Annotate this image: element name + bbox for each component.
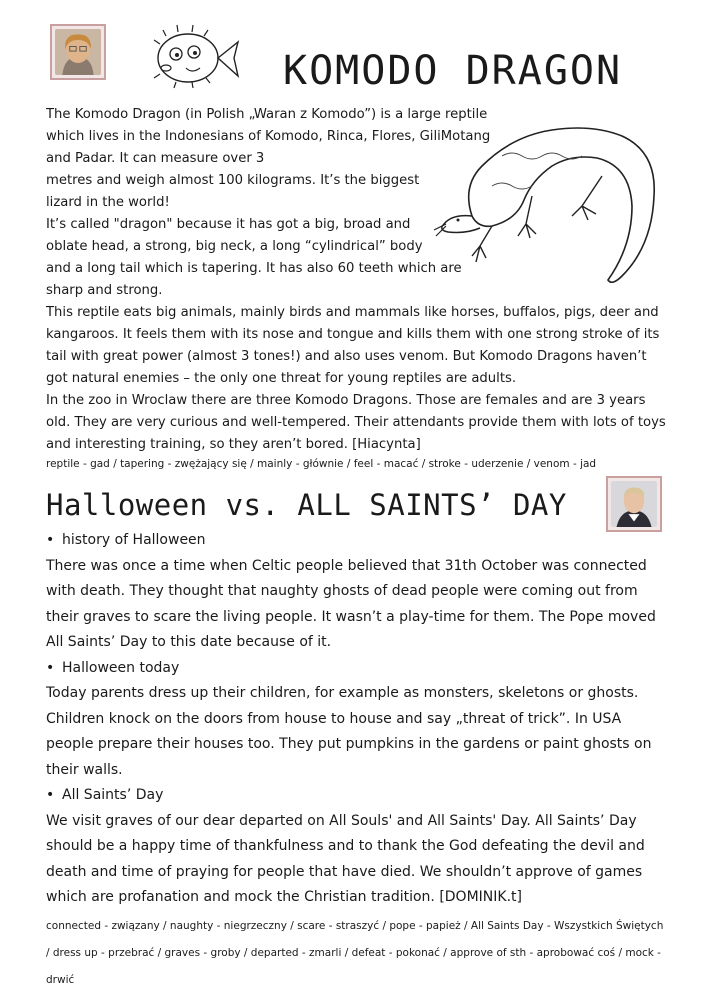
bullet-all-saints-day: • All Saints’ Day <box>46 783 676 809</box>
komodo-paragraph-zoo: In the zoo in Wroclaw there are three Komodo Dragons. Those are females and are 3 years old. They are very curious and well-tempered. Their attendants provide them with lots of toys and interesting training, so they aren’t bored. [Hiacynta] <box>46 393 666 452</box>
komodo-line: lizard in the world! <box>46 195 170 210</box>
halloween-history-text: There was once a time when Celtic people believed that 31th October was connected with death. They thought that naughty ghosts of dead people were coming out from their graves to scare the living people. It wasn’t a play-time for them. The Pope moved All Saints’ Day to this date because of it. <box>46 557 656 650</box>
pufferfish-illustration <box>146 22 242 94</box>
komodo-line: and a long tail which is tapering. It has also 60 teeth which are <box>46 261 462 276</box>
komodo-vocabulary: reptile - gad / tapering - zwężający się / mainly - głównie / feel - macać / stroke - uderzenie / venom - jad <box>46 458 597 470</box>
komodo-line: It’s called "dragon" because it has got a big, broad and <box>46 217 411 232</box>
author-photo-hiacynta <box>50 24 106 80</box>
komodo-dragon-illustration <box>432 96 664 292</box>
all-saints-day-text: We visit graves of our dear departed on All Souls' and All Saints' Day. All Saints’ Day should be a happy time of thankfulness and to thank the God defeating the devil and death and time of praying for people that have died. We shouldn’t approve of games which are profanation and mock the Christian tradition. [DOMINIK.t] <box>46 812 645 905</box>
komodo-article-wide <box>46 302 668 456</box>
komodo-line: and Padar. It can measure over 3 <box>46 151 265 166</box>
komodo-line: metres and weigh almost 100 kilograms. It’s the biggest <box>46 173 420 188</box>
author-photo-dominik <box>606 476 662 532</box>
boy-portrait-image <box>611 481 657 527</box>
girl-portrait-image <box>55 29 101 75</box>
bullet-history-of-halloween: • history of Halloween <box>46 528 676 554</box>
halloween-title: Halloween vs. ALL SAINTS’ DAY <box>46 488 567 522</box>
komodo-line: which lives in the Indonesians of Komodo, Rinca, Flores, GiliMotang <box>46 129 491 144</box>
komodo-paragraph-diet: This reptile eats big animals, mainly birds and mammals like horses, buffalos, pigs, deer and kangaroos. It feels them with its nose and tongue and kills them with one strong stroke of its tail with great power (almost 3 tones!) and also uses venom. But Komodo Dragons haven’t got natural enemies – the only one threat for young reptiles are adults. <box>46 305 660 386</box>
halloween-today-text: Today parents dress up their children, for example as monsters, skeletons or ghosts. Children knock on the doors from house to house and say „threat of trick”. In USA people prepare their houses too. They put pumpkins in the gardens or paint ghosts on their walls. <box>46 685 652 778</box>
komodo-line: sharp and strong. <box>46 283 163 298</box>
komodo-line: oblate head, a strong, big neck, a long “cylindrical” body <box>46 239 423 254</box>
halloween-article <box>46 528 676 994</box>
komodo-line: The Komodo Dragon (in Polish „Waran z Komodo”) is a large reptile <box>46 107 488 122</box>
halloween-vocabulary: connected - związany / naughty - niegrzeczny / scare - straszyć / pope - papież / All Saints Day - Wszystkich Świętych / dress up - przebrać / graves - groby / departed - zmarli / defeat - pokonać / approve of sth - aprobować coś / mock - drwić <box>46 919 664 986</box>
komodo-title: KOMODO DRAGON <box>283 48 623 94</box>
komodo-article-narrow <box>46 104 491 302</box>
bullet-halloween-today: • Halloween today <box>46 656 676 682</box>
